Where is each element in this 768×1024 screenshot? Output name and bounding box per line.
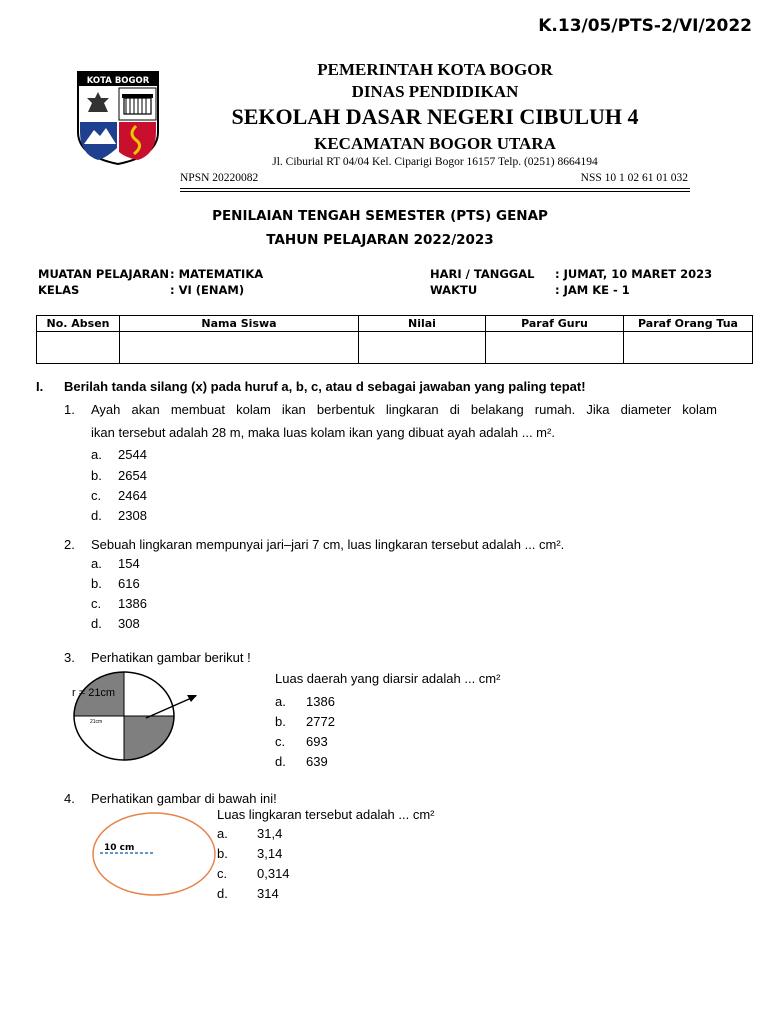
q4-opt-c-letter: c. — [217, 866, 228, 881]
q1-opt-a-letter: a. — [91, 447, 102, 462]
q2-opt-d-letter: d. — [91, 616, 102, 631]
q2-opt-a[interactable]: 154 — [118, 556, 140, 571]
kelas-label: KELAS — [38, 283, 80, 297]
q4-opt-a[interactable]: 31,4 — [257, 826, 283, 841]
kelas-value: : VI (ENAM) — [170, 283, 245, 297]
q1-opt-a[interactable]: 2544 — [118, 447, 147, 462]
col-nama-siswa: Nama Siswa — [120, 316, 359, 332]
q3-opt-d[interactable]: 639 — [306, 754, 328, 769]
school-name: SEKOLAH DASAR NEGERI CIBULUH 4 — [231, 104, 639, 129]
document-code: K.13/05/PTS-2/VI/2022 — [538, 16, 752, 36]
waktu-label: WAKTU — [430, 283, 478, 297]
cell-paraf-orang-tua[interactable] — [624, 332, 753, 364]
q2-number: 2. — [64, 537, 75, 552]
cell-nilai[interactable] — [359, 332, 486, 364]
hari-label: HARI / TANGGAL — [430, 267, 535, 281]
q1-opt-d[interactable]: 2308 — [118, 508, 147, 523]
header-line-2: DINAS PENDIDIKAN — [351, 82, 519, 101]
q4-number: 4. — [64, 791, 75, 806]
q4-prompt: Luas lingkaran tersebut adalah ... cm² — [217, 807, 435, 822]
q4-opt-d-letter: d. — [217, 886, 228, 901]
q1-opt-b[interactable]: 2654 — [118, 468, 147, 483]
school-address: Jl. Ciburial RT 04/04 Kel. Ciparigi Bogor 16157 Telp. (0251) 8664194 — [272, 156, 598, 168]
q3-opt-c[interactable]: 693 — [306, 734, 328, 749]
exam-title: PENILAIAN TENGAH SEMESTER (PTS) GENAP — [212, 208, 548, 224]
col-nilai: Nilai — [359, 316, 486, 332]
q3-radius-label-small: 21cm — [90, 719, 103, 725]
q2-opt-c[interactable]: 1386 — [118, 596, 147, 611]
section-number: I. — [36, 379, 44, 394]
q4-circle — [93, 813, 215, 895]
q3-radius-label: r = 21cm — [72, 687, 116, 699]
q1-opt-d-letter: d. — [91, 508, 102, 523]
q3-opt-c-letter: c. — [275, 734, 286, 749]
q4-opt-b[interactable]: 3,14 — [257, 846, 283, 861]
q3-opt-a-letter: a. — [275, 694, 286, 709]
q1-opt-b-letter: b. — [91, 468, 102, 483]
q2-opt-d[interactable]: 308 — [118, 616, 140, 631]
q2-opt-c-letter: c. — [91, 596, 102, 611]
q4-radius-label: 10 cm — [104, 843, 135, 853]
nss: NSS 10 1 02 61 01 032 — [580, 172, 688, 184]
q3-prompt: Luas daerah yang diarsir adalah ... cm² — [275, 671, 501, 686]
header-line-1: PEMERINTAH KOTA BOGOR — [317, 60, 553, 79]
q3-number: 3. — [64, 650, 75, 665]
q1-opt-c[interactable]: 2464 — [118, 488, 147, 503]
q2-text: Sebuah lingkaran mempunyai jari–jari 7 cm, luas lingkaran tersebut adalah ... cm². — [91, 537, 565, 552]
hari-value: : JUMAT, 10 MARET 2023 — [555, 267, 713, 281]
q2-opt-a-letter: a. — [91, 556, 102, 571]
q1-opt-c-letter: c. — [91, 488, 102, 503]
q2-opt-b[interactable]: 616 — [118, 576, 140, 591]
q4-opt-d[interactable]: 314 — [257, 886, 279, 901]
q2-opt-b-letter: b. — [91, 576, 102, 591]
col-no-absen: No. Absen — [37, 316, 120, 332]
q4-opt-c[interactable]: 0,314 — [257, 866, 290, 881]
header-divider — [180, 188, 690, 189]
q1-text-line2: ikan tersebut adalah 28 m, maka luas kolam ikan yang dibuat ayah adalah ... m². — [91, 425, 555, 440]
col-paraf-guru: Paraf Guru — [486, 316, 624, 332]
header-divider-2 — [180, 191, 690, 192]
q3-circle-figure — [66, 668, 206, 768]
student-info-table — [36, 315, 753, 364]
muatan-value: : MATEMATIKA — [170, 267, 264, 281]
q3-text: Perhatikan gambar berikut ! — [91, 650, 251, 665]
npsn: NPSN 20220082 — [180, 172, 259, 184]
q3-opt-d-letter: d. — [275, 754, 286, 769]
q1-number: 1. — [64, 402, 75, 417]
q3-opt-a[interactable]: 1386 — [306, 694, 335, 709]
q4-circle-figure — [90, 810, 220, 900]
q1-text-line1: Ayah akan membuat kolam ikan berbentuk lingkaran di belakang rumah. Jika diameter kolam — [91, 402, 717, 417]
q4-opt-a-letter: a. — [217, 826, 228, 841]
cell-no-absen[interactable] — [37, 332, 120, 364]
section-instruction: Berilah tanda silang (x) pada huruf a, b, c, atau d sebagai jawaban yang paling tepat! — [64, 379, 586, 394]
q4-opt-b-letter: b. — [217, 846, 228, 861]
cell-nama-siswa[interactable] — [120, 332, 359, 364]
q4-text: Perhatikan gambar di bawah ini! — [91, 791, 277, 806]
col-paraf-orang-tua: Paraf Orang Tua — [624, 316, 753, 332]
waktu-value: : JAM KE - 1 — [555, 283, 630, 297]
kota-bogor-logo — [76, 70, 160, 166]
exam-year: TAHUN PELAJARAN 2022/2023 — [266, 232, 494, 248]
cell-paraf-guru[interactable] — [486, 332, 624, 364]
muatan-label: MUATAN PELAJARAN — [38, 267, 169, 281]
logo-text: KOTA BOGOR — [86, 76, 150, 86]
q3-opt-b[interactable]: 2772 — [306, 714, 335, 729]
q3-opt-b-letter: b. — [275, 714, 286, 729]
header-line-4: KECAMATAN BOGOR UTARA — [314, 134, 556, 153]
